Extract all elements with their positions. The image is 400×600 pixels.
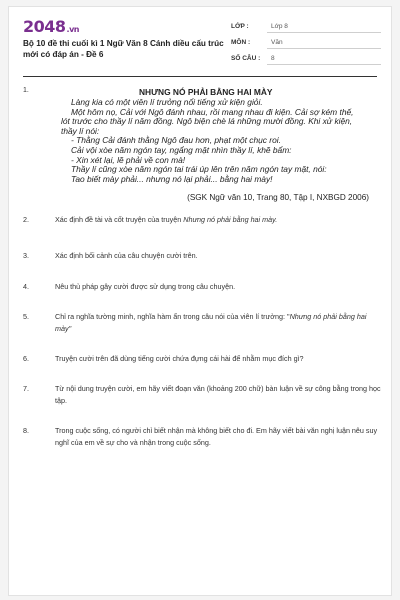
question-number: 2. xyxy=(23,215,29,224)
document-page xyxy=(8,6,392,596)
question-italic-text: Nhưng nó phải bằng hai mày. xyxy=(183,215,278,224)
logo-text: 2048 xyxy=(23,17,66,36)
question-text: Xác định đề tài và cốt truyện của truyện xyxy=(55,215,184,224)
meta-underline xyxy=(267,64,381,65)
question-text: Nêu thủ pháp gây cười được sử dụng trong câu chuyện. xyxy=(55,282,236,291)
meta-value: Văn xyxy=(271,39,283,46)
meta-value: Lớp 8 xyxy=(271,23,288,30)
site-logo[interactable] xyxy=(23,17,79,36)
question-number: 4. xyxy=(23,282,29,291)
header-divider xyxy=(23,76,377,77)
meta-question-count xyxy=(231,51,381,67)
meta-label: LỚP : xyxy=(231,23,249,30)
question-text: Truyện cười trên đã dùng tiếng cười chứa đựng cái hài để nhằm mục đích gì? xyxy=(55,354,304,363)
document-title: Bộ 10 đề thi cuối kì 1 Ngữ Văn 8 Cánh diều cấu trúc mới có đáp án - Đề 6 xyxy=(23,39,224,59)
question-number: 3. xyxy=(23,251,29,260)
story-line: - Xin xét lại, lẽ phải về con mà! xyxy=(71,154,186,165)
question-number: 5. xyxy=(23,312,29,321)
meta-class xyxy=(231,19,381,35)
logo-suffix: .vn xyxy=(66,25,79,34)
story-line: Thầy lí cũng xòe năm ngón tai trái úp lên trên năm ngón tay mặt, nói: xyxy=(71,164,327,175)
question-italic-text: Nhưng nó phải bằng hai mày" xyxy=(55,312,367,333)
meta-label: SỐ CÂU : xyxy=(231,55,261,62)
question-text: Chỉ ra nghĩa tường minh, nghĩa hàm ẩn trong câu nói của viên lí trưởng: " xyxy=(55,312,290,321)
question-number: 7. xyxy=(23,384,29,393)
story-title: NHƯNG NÓ PHẢI BẰNG HAI MÀY xyxy=(139,87,273,97)
question-text: Từ nội dung truyện cười, em hãy viết đoạn văn (khoảng 200 chữ) bàn luận về sự công bằng trong học tập. xyxy=(55,384,381,405)
meta-underline xyxy=(267,32,381,33)
question-number: 8. xyxy=(23,426,29,435)
meta-label: MÔN : xyxy=(231,39,251,46)
story-line: Một hôm nọ, Cải với Ngô đánh nhau, rồi mang nhau đi kiện. Cải sợ kém thế, xyxy=(71,106,354,117)
question-1-number: 1. xyxy=(23,87,29,94)
story-line: Làng kia có một viên lí trưởng nổi tiếng xử kiện giỏi. xyxy=(71,97,263,107)
story-line: thầy lí nói: xyxy=(61,125,100,136)
story-line: Tao biết mày phải... nhưng nó lại phải... bằng hai mày! xyxy=(71,173,273,184)
story-text xyxy=(61,97,371,184)
question-text: Xác định bối cảnh của câu chuyện cười trên. xyxy=(55,251,198,260)
meta-underline xyxy=(267,48,381,49)
question-text: Trong cuộc sống, có người chỉ biết nhận mà không biết cho đi. Em hãy viết bài văn nghị luận nêu suy nghĩ của em về sự cho và nhận trong cuộc sống. xyxy=(55,426,378,447)
meta-subject xyxy=(231,35,381,51)
story-source: (SGK Ngữ văn 10, Trang 80, Tập I, NXBGD 2006) xyxy=(187,193,369,202)
meta-value: 8 xyxy=(271,55,275,62)
story-line: - Thằng Cải đánh thằng Ngô đau hơn, phạt một chục roi. xyxy=(71,135,281,146)
story-line: lót trước cho thầy lí năm đồng. Ngô biện chè lá những mười đồng. Khi xử kiện, xyxy=(61,116,353,127)
question-number: 6. xyxy=(23,354,29,363)
story-line: Cải vội xòe năm ngón tay, ngẩng mặt nhìn thầy lí, khẽ bẩm: xyxy=(71,144,292,155)
